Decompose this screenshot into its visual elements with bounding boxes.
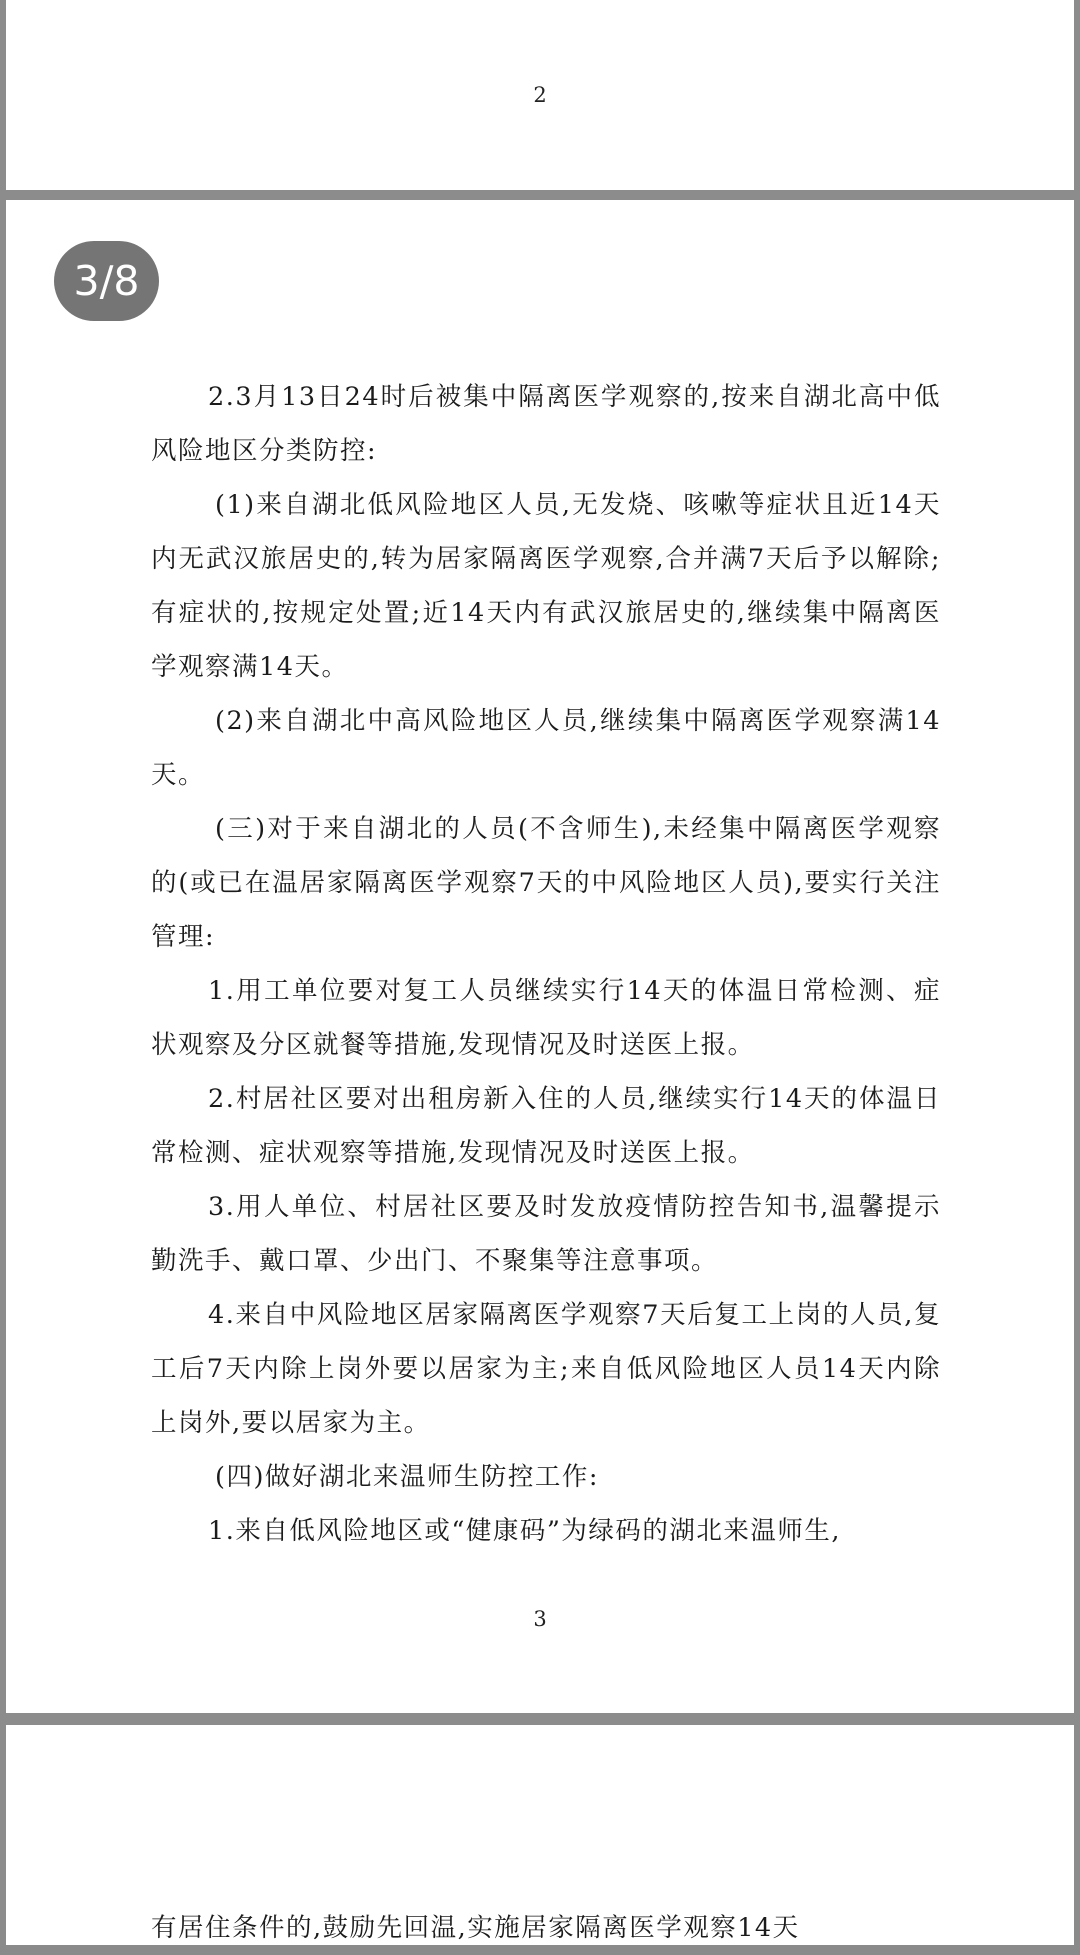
page-indicator-badge: 3/8 (54, 241, 159, 321)
document-page-4 (6, 1725, 1074, 1945)
paragraph: 有居住条件的,鼓励先回温,实施居家隔离医学观察14天 (151, 1913, 800, 1943)
paragraph: (1)来自湖北低风险地区人员,无发烧、咳嗽等症状且近14天内无武汉旅居史的,转为居家隔离医学观察,合并满7天后予以解除;有症状的,按规定处置;近14天内有武汉旅居史的,继续集中隔离医学观察满14天。 (151, 490, 941, 682)
paragraph: 2.3月13日24时后被集中隔离医学观察的,按来自湖北高中低风险地区分类防控: (151, 382, 941, 466)
page-number: 2 (533, 83, 547, 107)
paragraph: 3.用人单位、村居社区要及时发放疫情防控告知书,温馨提示勤洗手、戴口罩、少出门、不聚集等注意事项。 (151, 1192, 941, 1276)
paragraph: (四)做好湖北来温师生防控工作: (215, 1462, 599, 1492)
paragraph: 2.村居社区要对出租房新入住的人员,继续实行14天的体温日常检测、症状观察等措施,发现情况及时送医上报。 (151, 1084, 941, 1168)
paragraph: 1.来自低风险地区或“健康码”为绿码的湖北来温师生, (208, 1516, 842, 1546)
page-number: 3 (533, 1607, 547, 1631)
paragraph: 4.来自中风险地区居家隔离医学观察7天后复工上岗的人员,复工后7天内除上岗外要以居家为主;来自低风险地区人员14天内除上岗外,要以居家为主。 (151, 1300, 941, 1438)
paragraph: (三)对于来自湖北的人员(不含师生),未经集中隔离医学观察的(或已在温居家隔离医学观察7天的中风险地区人员),要实行关注管理: (151, 814, 941, 952)
document-page-3 (6, 200, 1074, 1713)
paragraph: 1.用工单位要对复工人员继续实行14天的体温日常检测、症状观察及分区就餐等措施,发现情况及时送医上报。 (151, 976, 941, 1060)
paragraph: (2)来自湖北中高风险地区人员,继续集中隔离医学观察满14天。 (151, 706, 941, 790)
page-body-text (151, 370, 941, 1558)
document-page-2 (6, 0, 1074, 190)
